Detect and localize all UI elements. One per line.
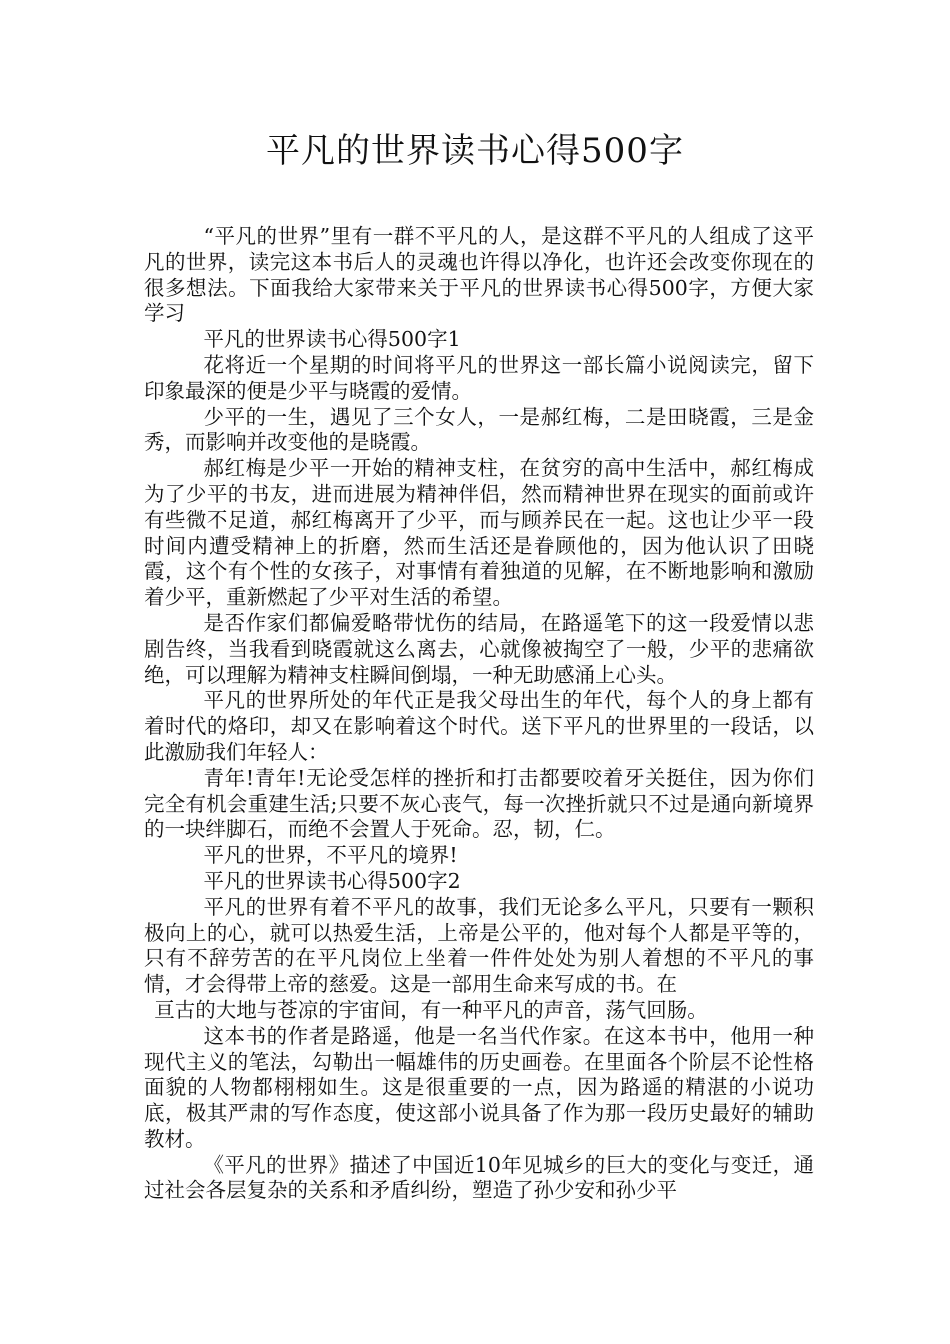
body-paragraph: 亘古的大地与苍凉的宇宙间，有一种平凡的声音，荡气回肠。 [154,997,708,1022]
section-heading-2: 平凡的世界读书心得500字2 [203,868,461,893]
body-paragraph: 平凡的世界，不平凡的境界! [203,843,458,868]
body-paragraph: 花将近一个星期的时间将平凡的世界这一部长篇小说阅读完，留下印象最深的便是少平与晓霞的爱情。 [144,352,814,403]
intro-paragraph: “平凡的世界”里有一群不平凡的人，是这群不平凡的人组成了这平凡的世界，读完这本书后人的灵魂也许得以净化，也许还会改变你现在的很多想法。下面我给大家带来关于平凡的世界读书心得500字，方便大家学习 [144,224,814,326]
quote-paragraph: 青年!青年!无论受怎样的挫折和打击都要咬着牙关挺住，因为你们完全有机会重建生活;只要不灰心丧气，每一次挫折就只不过是通向新境界的一块绊脚石，而绝不会置人于死命。忍，韧，仁。 [144,765,814,842]
body-paragraph: 少平的一生，遇见了三个女人，一是郝红梅，二是田晓霞，三是金秀，而影响并改变他的是晓霞。 [144,404,814,455]
body-paragraph: 平凡的世界有着不平凡的故事，我们无论多么平凡，只要有一颗积极向上的心，就可以热爱生活，上帝是公平的，他对每个人都是平等的，只有不辞劳苦的在平凡岗位上坐着一件件处处为别人着想的不平凡的事情，才会得带上帝的慈爱。这是一部用生命来写成的书。在 [144,894,814,997]
body-paragraph: 这本书的作者是路遥，他是一名当代作家。在这本书中，他用一种现代主义的笔法，勾勒出一幅雄伟的历史画卷。在里面各个阶层不论性格面貌的人物都栩栩如生。这是很重要的一点，因为路遥的精湛的小说功底，极其严肃的写作态度，使这部小说具备了作为那一段历史最好的辅助教材。 [144,1023,814,1151]
body-paragraph: 平凡的世界所处的年代正是我父母出生的年代，每个人的身上都有着时代的烙印，却又在影响着这个时代。送下平凡的世界里的一段话，以此激励我们年轻人： [144,688,814,764]
body-paragraph: 《平凡的世界》描述了中国近10年见城乡的巨大的变化与变迁，通过社会各层复杂的关系和矛盾纠纷，塑造了孙少安和孙少平 [144,1152,814,1203]
body-paragraph: 是否作家们都偏爱略带忧伤的结局，在路遥笔下的这一段爱情以悲剧告终，当我看到晓霞就这么离去，心就像被掏空了一般，少平的悲痛欲绝，可以理解为精神支柱瞬间倒塌，一种无助感涌上心头。 [144,610,814,687]
document-body [144,224,814,1204]
body-paragraph: 郝红梅是少平一开始的精神支柱，在贫穷的高中生活中，郝红梅成为了少平的书友，进而进展为精神伴侣，然而精神世界在现实的面前或许有些微不足道，郝红梅离开了少平，而与顾养民在一起。这也让少平一段时间内遭受精神上的折磨，然而生活还是眷顾他的，因为他认识了田晓霞，这个有个性的女孩子，对事情有着独道的见解，在不断地影响和激励着少平，重新燃起了少平对生活的希望。 [144,456,814,610]
document-title: 平凡的世界读书心得500字 [266,131,684,171]
section-heading-1: 平凡的世界读书心得500字1 [203,327,461,352]
